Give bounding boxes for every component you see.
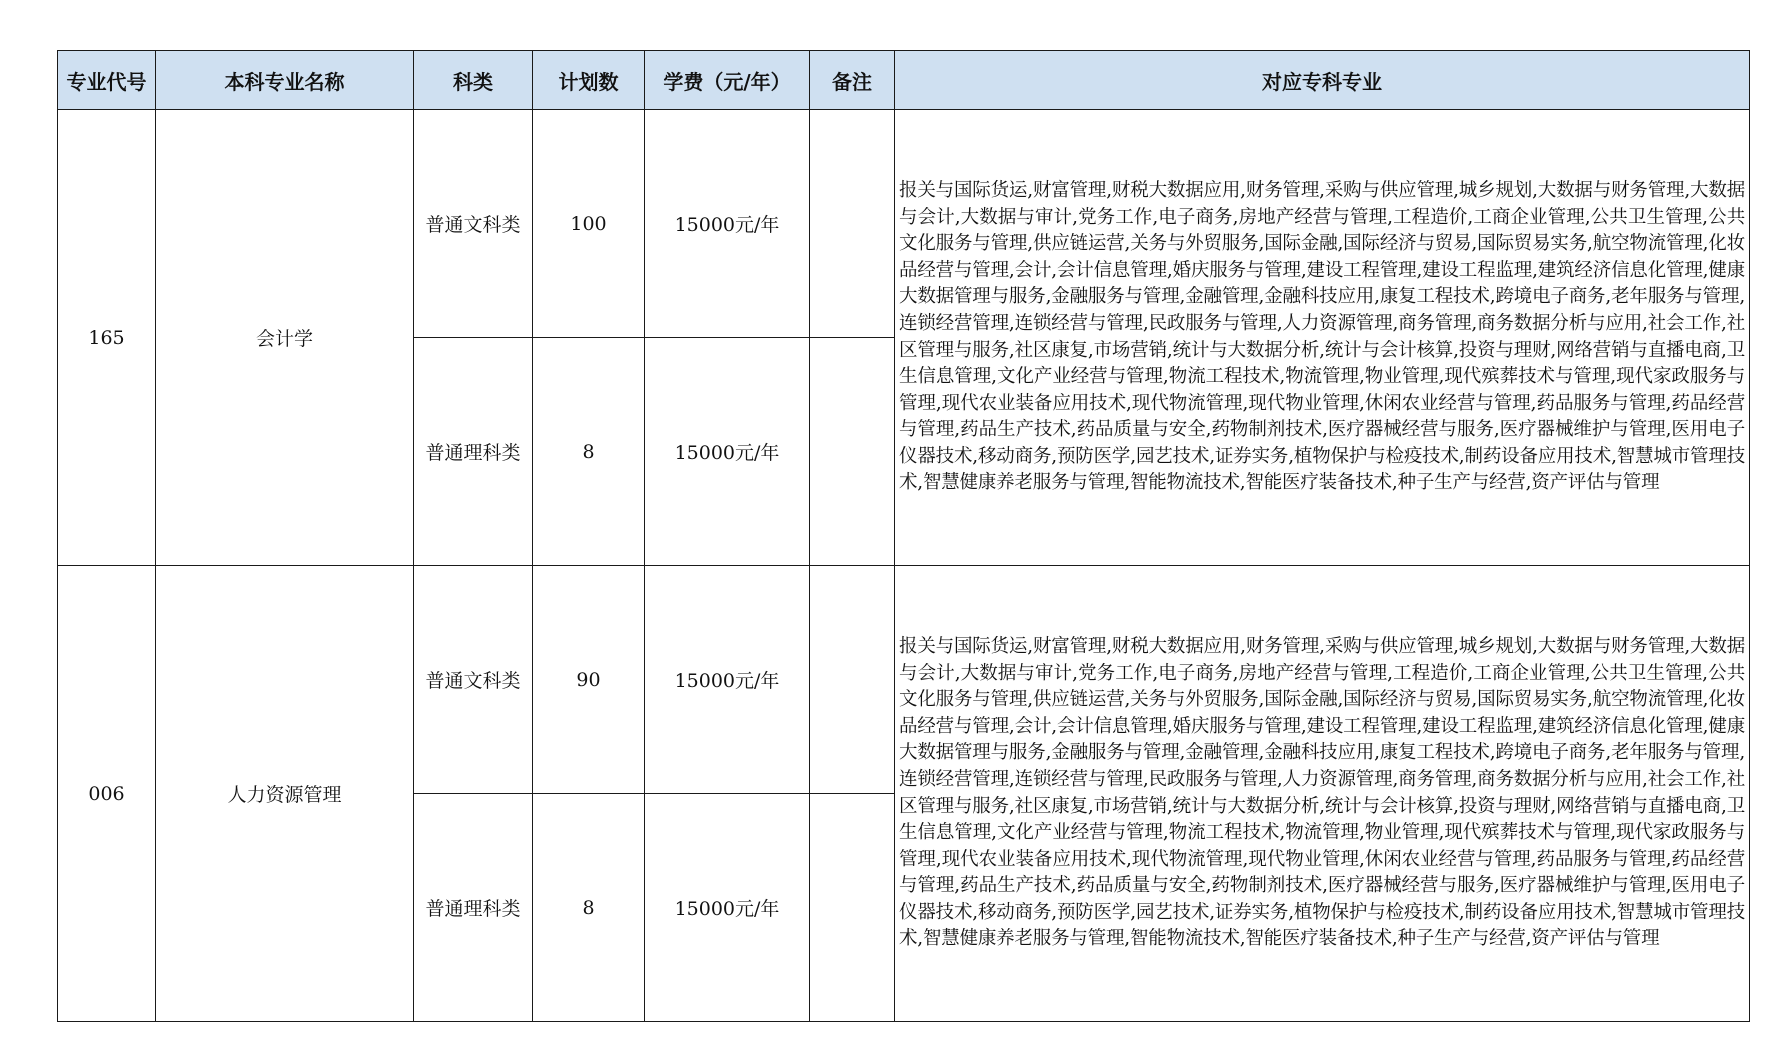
- majors-cell: [895, 110, 1750, 566]
- majors-cell: [895, 566, 1750, 1022]
- tuition-cell: 15000元/年: [645, 110, 810, 338]
- note-cell: [810, 566, 895, 794]
- plan-cell: 8: [533, 338, 645, 566]
- category-cell: 普通理科类: [414, 794, 533, 1022]
- header-plan: 计划数: [533, 51, 645, 110]
- plan-cell: 100: [533, 110, 645, 338]
- table-row: [58, 566, 1750, 794]
- header-note: 备注: [810, 51, 895, 110]
- major-name-cell: 会计学: [156, 110, 414, 566]
- note-cell: [810, 794, 895, 1022]
- header-category: 科类: [414, 51, 533, 110]
- majors-text: 报关与国际货运,财富管理,财税大数据应用,财务管理,采购与供应管理,城乡规划,大数据与财务管理,大数据与会计,大数据与审计,党务工作,电子商务,房地产经营与管理,工程造价,工商企业管理,公共卫生管理,公共文化服务与管理,供应链运营,关务与外贸服务,国际金融,国际经济与贸易,国际贸易实务,航空物流管理,化妆品经营与管理,会计,会计信息管理,婚庆服务与管理,建设工程管理,建设工程监理,建筑经济信息化管理,健康大数据管理与服务,金融服务与管理,金融管理,金融科技应用,康复工程技术,跨境电子商务,老年服务与管理,连锁经营管理,连锁经营与管理,民政服务与管理,人力资源管理,商务管理,商务数据分析与应用,社会工作,社区管理与服务,社区康复,市场营销,统计与大数据分析,统计与会计核算,投资与理财,网络营销与直播电商,卫生信息管理,文化产业经营与管理,物流工程技术,物流管理,物业管理,现代殡葬技术与管理,现代家政服务与管理,现代农业装备应用技术,现代物流管理,现代物业管理,休闲农业经营与管理,药品服务与管理,药品经营与管理,药品生产技术,药品质量与安全,药物制剂技术,医疗器械经营与服务,医疗器械维护与管理,医用电子仪器技术,移动商务,预防医学,园艺技术,证券实务,植物保护与检疫技术,制药设备应用技术,智慧城市管理技术,智慧健康养老服务与管理,智能物流技术,智能医疗装备技术,种子生产与经营,资产评估与管理: [899, 179, 1745, 494]
- tuition-cell: 15000元/年: [645, 566, 810, 794]
- major-code-cell: 006: [58, 566, 156, 1022]
- plan-cell: 90: [533, 566, 645, 794]
- plan-cell: 8: [533, 794, 645, 1022]
- header-code: 专业代号: [58, 51, 156, 110]
- category-cell: 普通理科类: [414, 338, 533, 566]
- category-cell: 普通文科类: [414, 566, 533, 794]
- note-cell: [810, 338, 895, 566]
- header-name: 本科专业名称: [156, 51, 414, 110]
- major-name-cell: 人力资源管理: [156, 566, 414, 1022]
- major-code-cell: 165: [58, 110, 156, 566]
- enrollment-table: [57, 50, 1750, 1022]
- header-tuition: 学费（元/年）: [645, 51, 810, 110]
- header-row: [58, 51, 1750, 110]
- category-cell: 普通文科类: [414, 110, 533, 338]
- note-cell: [810, 110, 895, 338]
- majors-text: 报关与国际货运,财富管理,财税大数据应用,财务管理,采购与供应管理,城乡规划,大数据与财务管理,大数据与会计,大数据与审计,党务工作,电子商务,房地产经营与管理,工程造价,工商企业管理,公共卫生管理,公共文化服务与管理,供应链运营,关务与外贸服务,国际金融,国际经济与贸易,国际贸易实务,航空物流管理,化妆品经营与管理,会计,会计信息管理,婚庆服务与管理,建设工程管理,建设工程监理,建筑经济信息化管理,健康大数据管理与服务,金融服务与管理,金融管理,金融科技应用,康复工程技术,跨境电子商务,老年服务与管理,连锁经营管理,连锁经营与管理,民政服务与管理,人力资源管理,商务管理,商务数据分析与应用,社会工作,社区管理与服务,社区康复,市场营销,统计与大数据分析,统计与会计核算,投资与理财,网络营销与直播电商,卫生信息管理,文化产业经营与管理,物流工程技术,物流管理,物业管理,现代殡葬技术与管理,现代家政服务与管理,现代农业装备应用技术,现代物流管理,现代物业管理,休闲农业经营与管理,药品服务与管理,药品经营与管理,药品生产技术,药品质量与安全,药物制剂技术,医疗器械经营与服务,医疗器械维护与管理,医用电子仪器技术,移动商务,预防医学,园艺技术,证券实务,植物保护与检疫技术,制药设备应用技术,智慧城市管理技术,智慧健康养老服务与管理,智能物流技术,智能医疗装备技术,种子生产与经营,资产评估与管理: [899, 635, 1745, 950]
- tuition-cell: 15000元/年: [645, 338, 810, 566]
- tuition-cell: 15000元/年: [645, 794, 810, 1022]
- table-row: [58, 110, 1750, 338]
- header-majors: 对应专科专业: [895, 51, 1750, 110]
